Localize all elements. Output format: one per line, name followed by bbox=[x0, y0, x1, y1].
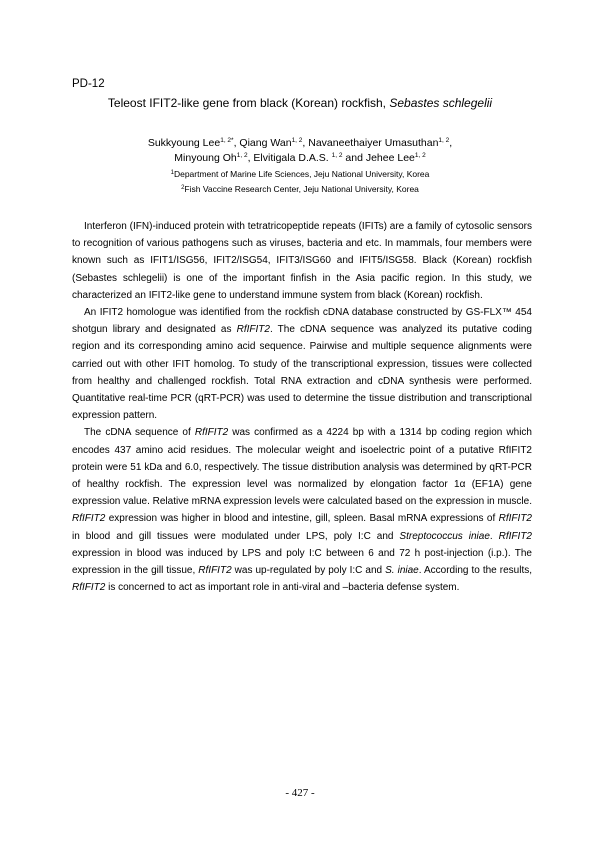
affiliation-text: Department of Marine Life Sciences, Jeju National University, Korea bbox=[173, 169, 430, 179]
author-list bbox=[0, 136, 600, 165]
body-paragraph bbox=[72, 218, 532, 304]
italic-term: RfIFIT2 bbox=[198, 565, 232, 577]
body-paragraph bbox=[72, 424, 532, 596]
title-main: Teleost IFIT2-like gene from black (Korean) rockfish, bbox=[107, 96, 390, 110]
italic-term: RfIFIT2 bbox=[498, 530, 532, 542]
text-run: was confirmed as a 4224 bp with a 1314 bp coding region which encodes 437 amino acid residues. The molecular weight and isoelectric point of a putative RfIFIT2 protein were 51 kDa and 6.0, respectively. The tissue distribution analysis was determined by qRT-PCR of healthy rockfish. The expression level was normalized by elongation factor 1α (EF1A) gene expression value. Relative mRNA expression levels were calculated based on the expression in muscle. bbox=[72, 427, 532, 508]
text-run: in blood and gill tissues were modulated under LPS, poly I:C and bbox=[72, 530, 400, 542]
author-affiliation-mark: 1, 2 bbox=[414, 151, 426, 159]
italic-term: RfIFIT2 bbox=[194, 427, 229, 439]
author-affiliation-mark: 1, 2* bbox=[220, 137, 234, 144]
affiliation-mark: 1 bbox=[170, 170, 174, 176]
abstract-title bbox=[0, 96, 600, 110]
author-name: Jehee Lee bbox=[365, 151, 415, 164]
abstract-code: PD-12 bbox=[72, 78, 105, 90]
author-separator: , bbox=[233, 137, 240, 149]
author-separator: , bbox=[247, 151, 254, 164]
body-paragraph bbox=[72, 304, 532, 424]
italic-term: S. iniae bbox=[385, 565, 419, 577]
author-separator: and bbox=[342, 151, 366, 164]
text-run: . According to the results, bbox=[418, 565, 532, 577]
author-line-1 bbox=[0, 136, 600, 151]
author-name: Sukkyoung Lee bbox=[147, 137, 221, 149]
author-affiliation-mark: 1, 2 bbox=[291, 137, 303, 144]
italic-term: RfIFIT2 bbox=[72, 582, 106, 594]
text-run: The cDNA sequence of bbox=[84, 427, 195, 439]
affiliation-line bbox=[0, 167, 600, 182]
author-line-2 bbox=[0, 151, 600, 166]
author-name: Navaneethaiyer Umasuthan bbox=[308, 137, 439, 149]
text-run: . bbox=[489, 530, 499, 542]
title-species: Sebastes schlegelii bbox=[389, 96, 493, 110]
italic-term: Streptococcus iniae bbox=[399, 530, 490, 542]
author-separator: , bbox=[449, 137, 453, 149]
text-run: is concerned to act as important role in anti-viral and –bacteria defense system. bbox=[105, 582, 460, 594]
text-run: . The cDNA sequence was analyzed its putative coding region and its corresponding amino acid sequence. Pairwise and multiple sequence alignments were carried out with other IFIT homolog. To study of the transcriptional expression, tissues were collected from healthy and challenged rockfish. Total RNA extraction and cDNA synthesis were performed. Quantitative real-time PCR (qRT-PCR) was used to determine the tissue distribution and transcriptional expression pattern. bbox=[72, 324, 532, 422]
text-run: An IFIT2 homologue was identified from the rockfish cDNA database constructed by GS-FLX™ 454 shotgun library and designated as bbox=[72, 307, 532, 336]
italic-term: RfIFIT2 bbox=[236, 324, 270, 336]
author-affiliation-mark: 1, 2 bbox=[236, 151, 248, 159]
page-number: - 427 - bbox=[285, 787, 315, 799]
author-affiliation-mark: 1, 2 bbox=[438, 137, 450, 144]
author-name: Qiang Wan bbox=[239, 137, 292, 149]
text-run: expression was higher in blood and intestine, gill, spleen. Basal mRNA expressions of bbox=[105, 513, 499, 525]
italic-term: RfIFIT2 bbox=[72, 513, 106, 525]
affiliation-mark: 2 bbox=[181, 185, 185, 191]
author-name: Minyoung Oh bbox=[174, 151, 237, 164]
affiliation-line bbox=[0, 182, 600, 197]
affiliation-text: Fish Vaccine Research Center, Jeju National University, Korea bbox=[184, 184, 419, 194]
italic-term: RfIFIT2 bbox=[498, 513, 532, 525]
text-run: was up-regulated by poly I:C and bbox=[231, 565, 386, 577]
text-run: expression in blood was induced by LPS and poly I:C between 6 and 72 h post-injection (i.p.). The expression in the gill tissue, bbox=[72, 547, 532, 577]
abstract-body bbox=[72, 218, 532, 596]
author-separator: , bbox=[302, 137, 309, 149]
text-run: Interferon (IFN)-induced protein with tetratricopeptide repeats (IFITs) are a family of cytosolic sensors to recognition of various pathogens such as viruses, bacteria and etc. In mammals, four members were known such as IFIT1/ISG56, IFIT2/ISG54, IFIT3/ISG60 and IFIT5/ISG58. Black (Korean) rockfish (Sebastes schlegelii) is one of the important finfish in the Asia pacific region. In this study, we characterized an IFIT2-like gene to understand immune system from black (Korean) rockfish. bbox=[72, 221, 532, 301]
author-name: Elvitigala D.A.S. bbox=[253, 151, 332, 164]
author-affiliation-mark: 1, 2 bbox=[331, 151, 343, 159]
affiliations bbox=[0, 167, 600, 197]
